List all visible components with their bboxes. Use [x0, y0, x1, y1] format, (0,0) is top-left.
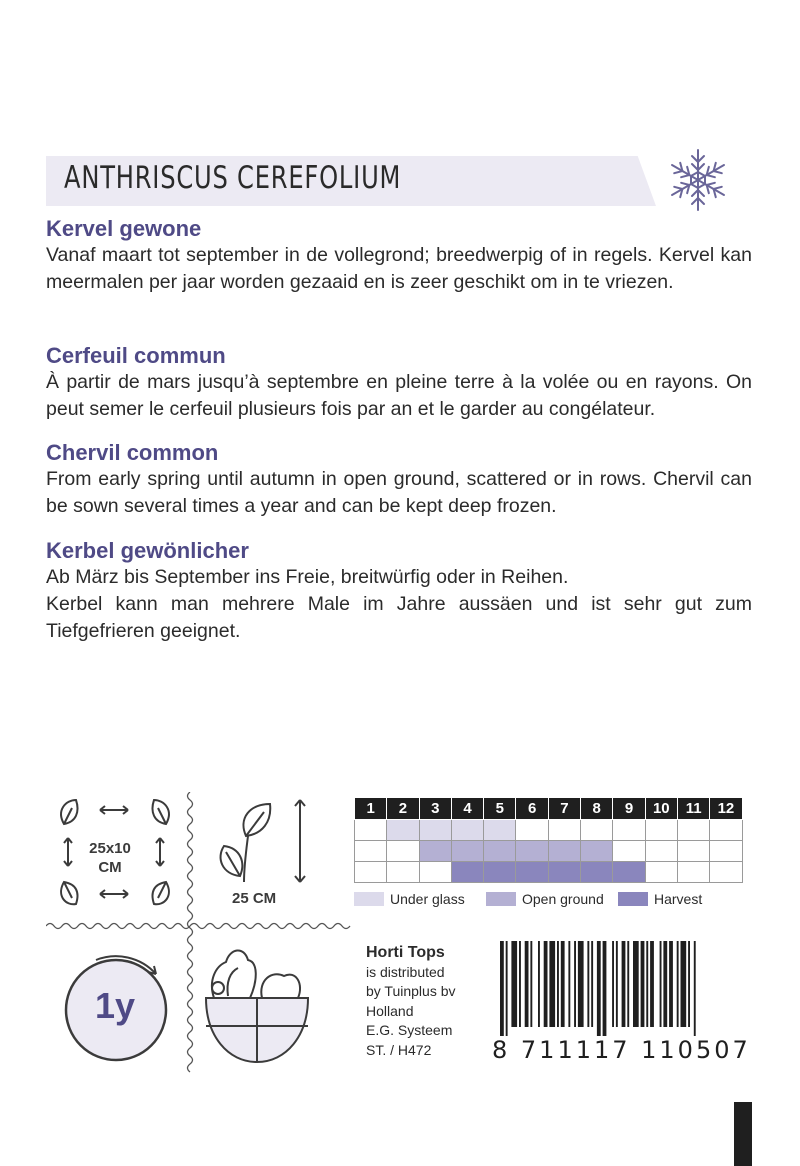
month-11: 11 [677, 798, 709, 820]
barcode-bar [561, 941, 565, 1027]
month-8: 8 [581, 798, 613, 820]
spacing-value: 25x10 [89, 840, 131, 857]
barcode-bar [633, 941, 639, 1027]
legend-label-under-glass: Under glass [390, 891, 465, 907]
calendar-cell [516, 820, 548, 841]
barcode-bar [587, 941, 589, 1027]
height-label: 25 CM [232, 890, 277, 907]
spacing-label [80, 839, 140, 877]
calendar-cell [419, 820, 451, 841]
calendar-cell [484, 820, 516, 841]
month-3: 3 [419, 798, 451, 820]
calendar-cell [581, 862, 613, 883]
calendar-cell [516, 841, 548, 862]
barcode-bar [557, 941, 559, 1027]
distributor-line: E.G. Systeem [366, 1022, 453, 1038]
legend-swatch-under-glass [354, 892, 384, 906]
month-5: 5 [484, 798, 516, 820]
wavy-divider-vertical [184, 792, 196, 1076]
calendar-cell [451, 820, 483, 841]
calendar-cell [613, 820, 645, 841]
barcode-bar [616, 941, 618, 1027]
calendar-cell [484, 862, 516, 883]
calendar-cell [355, 841, 387, 862]
barcode-bar [549, 941, 555, 1027]
calendar-cell [548, 820, 580, 841]
heading-french: Cerfeuil commun [46, 343, 226, 368]
lifecycle-label: 1y [95, 985, 136, 1026]
snowflake-icon [664, 145, 732, 215]
barcode-bar [650, 941, 654, 1027]
barcode-bar [500, 941, 504, 1036]
distributor-info [366, 943, 456, 1060]
calendar-row-under-glass [355, 820, 743, 841]
barcode-bar [568, 941, 570, 1027]
heading-english: Chervil common [46, 440, 219, 465]
barcode-bar [660, 941, 662, 1027]
text-english: From early spring until autumn in open ground, scattered or in rows. Chervil can be sown several times a year and can be kept deep frozen. [46, 468, 752, 517]
legend-label-open-ground: Open ground [522, 891, 604, 907]
barcode-bar [627, 941, 629, 1027]
section-german [46, 538, 752, 645]
month-6: 6 [516, 798, 548, 820]
calendar-cell [710, 862, 742, 883]
calendar-cell [548, 841, 580, 862]
barcode-image [496, 941, 754, 1036]
month-10: 10 [645, 798, 677, 820]
calendar-cell [387, 841, 419, 862]
calendar-row-open-ground [355, 841, 743, 862]
month-1: 1 [355, 798, 387, 820]
month-9: 9 [613, 798, 645, 820]
distributor-line: is distributed [366, 963, 445, 980]
section-french [46, 343, 752, 423]
barcode-bar [530, 941, 532, 1027]
calendar-cell [581, 841, 613, 862]
calendar-cell [387, 862, 419, 883]
barcode-bar [603, 941, 607, 1036]
section-dutch [46, 216, 752, 296]
barcode-bar [591, 941, 593, 1027]
legend-swatch-open-ground [486, 892, 516, 906]
barcode-bar [677, 941, 679, 1027]
calendar-cell [419, 862, 451, 883]
calendar-cell [516, 862, 548, 883]
wavy-divider-horizontal [46, 920, 352, 932]
month-2: 2 [387, 798, 419, 820]
calendar-cell [710, 841, 742, 862]
heading-dutch: Kervel gewone [46, 216, 202, 241]
barcode-bar [506, 941, 508, 1036]
calendar-cell [710, 820, 742, 841]
calendar-cell [451, 862, 483, 883]
calendar-cell [355, 820, 387, 841]
calendar-row-harvest [355, 862, 743, 883]
calendar-cell [548, 862, 580, 883]
calendar-cell [387, 820, 419, 841]
calendar-cell [484, 841, 516, 862]
barcode-bar [544, 941, 548, 1027]
barcode-bar [681, 941, 687, 1027]
calendar-cell [677, 820, 709, 841]
barcode-bar [538, 941, 540, 1027]
calendar-cell [645, 862, 677, 883]
latin-name-title: ANTHRISCUS CEREFOLIUM [64, 160, 402, 196]
barcode-bar [663, 941, 667, 1027]
barcode-bar [525, 941, 529, 1027]
legend-label-harvest: Harvest [654, 891, 703, 907]
barcode-bar [694, 941, 696, 1036]
calendar-month-header [355, 798, 743, 820]
distributor-line: ST. / H472 [366, 1041, 432, 1058]
barcode-bar [612, 941, 614, 1027]
barcode-bar [646, 941, 648, 1027]
text-german-line2: Kerbel kann man mehrere Male im Jahre aussäen und ist sehr gut zum Tiefgefrieren geeignet. [46, 593, 752, 642]
distributor-line: by Tuinplus bv [366, 983, 456, 999]
month-12: 12 [710, 798, 742, 820]
barcode-bar [519, 941, 521, 1027]
month-4: 4 [451, 798, 483, 820]
calendar-cell [645, 820, 677, 841]
brand-name: Horti Tops [366, 944, 445, 961]
barcode-bar [597, 941, 601, 1036]
legend-swatch-harvest [618, 892, 648, 906]
barcode-bar [688, 941, 690, 1027]
barcode-bar [574, 941, 576, 1027]
barcode-bar [578, 941, 584, 1027]
barcode-number: 8 711117 110507 [492, 1036, 751, 1064]
distributor-line: Holland [366, 1002, 414, 1019]
barcode-bar [641, 941, 645, 1027]
spacing-unit: CM [98, 859, 122, 876]
calendar-cell [355, 862, 387, 883]
month-7: 7 [548, 798, 580, 820]
calendar-cell [581, 820, 613, 841]
text-french: À partir de mars jusqu’à septembre en pleine terre à la volée ou en rayons. On peut semer le cerfeuil plusieurs fois par an et le garder au congélateur. [46, 371, 752, 420]
barcode-bar [511, 941, 517, 1027]
text-dutch: Vanaf maart tot september in de vollegrond; breedwerpig of in regels. Kervel kan meermalen per jaar worden gezaaid en is zeer geschikt om in te vriezen. [46, 244, 752, 293]
calendar-cell [677, 862, 709, 883]
harvest-bowl-icon [200, 940, 320, 1070]
calendar-cell [677, 841, 709, 862]
calendar-cell [613, 862, 645, 883]
text-german-line1: Ab März bis September ins Freie, breitwürfig oder in Reihen. [46, 566, 569, 588]
sowing-calendar [354, 797, 743, 883]
barcode-bar [669, 941, 673, 1027]
plant-height-icon [210, 796, 320, 886]
barcode-bar [622, 941, 626, 1027]
heading-german: Kerbel gewönlicher [46, 538, 249, 563]
calendar-cell [645, 841, 677, 862]
calendar-cell [419, 841, 451, 862]
black-strip [734, 1102, 752, 1166]
section-english [46, 440, 752, 520]
calendar-cell [613, 841, 645, 862]
calendar-cell [451, 841, 483, 862]
